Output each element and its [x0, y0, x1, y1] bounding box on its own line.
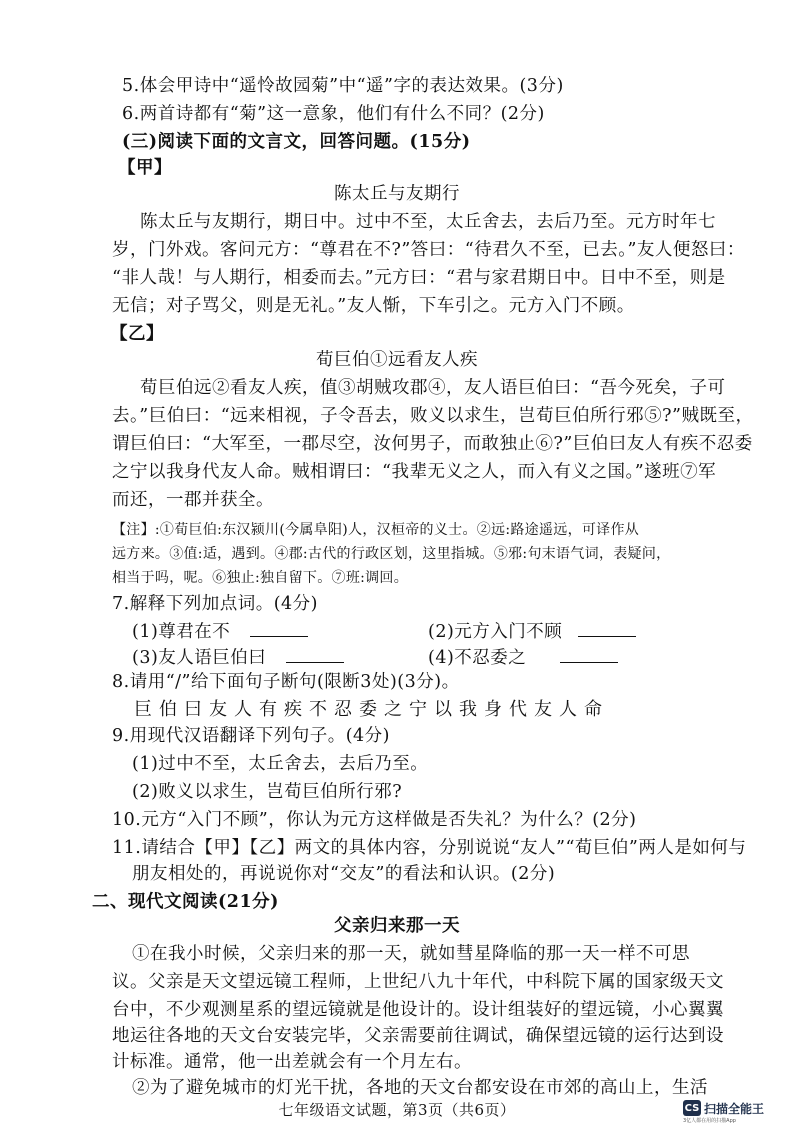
camscanner-logo-icon: CS	[683, 1100, 701, 1116]
modern-text-line: ②为了避免城市的灯光干扰，各地的天文台都安设在市郊的高山上，生活	[132, 1078, 708, 1098]
question-11-cont: 朋友相处的，再说说你对“交友”的看法和认识。(2分)	[132, 864, 556, 884]
modern-text-line: 台中，不少观测星系的望远镜就是他设计的。设计组装好的望远镜，小心翼翼	[112, 1000, 724, 1020]
annotation-line: 相当于吗，呢。⑥独止:独自留下。⑦班:调回。	[112, 570, 409, 586]
question-5: 5.体会甲诗中“遥怜故园菊”中“遥”字的表达效果。(3分)	[122, 76, 564, 96]
passage-1-line: 岁，门外戏。客问元方：“尊君在不?”答曰：“待君久不至，已去。”友人便怒曰：	[112, 240, 745, 260]
question-9-item-1: (1)过中不至，太丘舍去，去后乃至。	[132, 754, 429, 774]
question-7-item-3-text: (3)友人语巨伯曰	[132, 648, 267, 668]
answer-blank[interactable]	[560, 642, 618, 663]
question-6: 6.两首诗都有“菊”这一意象，他们有什么不同？(2分)	[122, 104, 545, 124]
passage-2-line: 而还，一郡并获全。	[112, 490, 274, 510]
passage-2-title: 荀巨伯①远看友人疾	[316, 350, 478, 370]
question-7-item-2-text: (2)元方入门不顾	[428, 622, 563, 642]
section-2-heading: 二、现代文阅读(21分)	[92, 892, 279, 912]
passage-yi-label: 【乙】	[110, 324, 164, 344]
scanner-brand: 扫描全能王	[704, 1101, 765, 1116]
section-3-heading: (三)阅读下面的文言文，回答问题。(15分)	[122, 132, 471, 152]
passage-1-title: 陈太丘与友期行	[334, 184, 460, 204]
answer-blank[interactable]	[250, 616, 308, 637]
page-footer: 七年级语文试题，第3页（共6页）	[278, 1101, 516, 1119]
passage-2-line: 荀巨伯远②看友人疾，值③胡贼攻郡④，友人语巨伯曰：“吾今死矣，子可	[140, 378, 726, 398]
modern-text-line: ①在我小时候，父亲归来的那一天，就如彗星降临的那一天一样不可思	[132, 944, 690, 964]
question-11: 11.请结合【甲】【乙】两文的具体内容，分别说说“友人”“荀巨伯”两人是如何与	[112, 838, 747, 858]
modern-text-line: 计标准。通常，他一出差就会有一个月左右。	[112, 1052, 472, 1072]
passage-2-line: 谓巨伯曰：“大军至，一郡尽空，汝何男子，而敢独止⑥?”巨伯曰友人有疾不忍委	[112, 434, 753, 454]
modern-text-line: 地运往各地的天文台安装完毕，父亲需要前往调试，确保望远镜的运行达到设	[112, 1026, 724, 1046]
scanner-watermark	[683, 1100, 764, 1116]
passage-1-line: 无信；对子骂父，则是无礼。”友人惭，下车引之。元方入门不顾。	[112, 296, 635, 316]
annotation-line: 【注】:①荀巨伯:东汉颍川(今属阜阳)人，汉桓帝的义士。②远:路途遥远，可译作从	[112, 522, 640, 538]
annotation-line: 远方来。③值:适，遇到。④郡:古代的行政区划，这里指城。⑤邪:句末语气词，表疑问，	[112, 546, 671, 562]
passage-jia-label: 【甲】	[118, 158, 172, 178]
answer-blank[interactable]	[578, 616, 636, 637]
question-7: 7.解释下列加点词。(4分)	[112, 594, 318, 614]
question-7-item-1-text: (1)尊君在不	[132, 622, 231, 642]
passage-1-line: 陈太丘与友期行，期日中。过中不至，太丘舍去，去后乃至。元方时年七	[140, 212, 716, 232]
passage-2-line: 之宁以我身代友人命。贼相谓曰：“我辈无义之人，而入有义之国。”遂班⑦军	[112, 462, 717, 482]
passage-1-line: “非人哉！与人期行，相委而去。”元方曰：“君与家君期日中。日中不至，则是	[112, 268, 726, 288]
question-10: 10.元方“入门不顾”，你认为元方这样做是否失礼？为什么？(2分)	[112, 810, 637, 830]
scanner-tagline: 3亿人都在用的扫描App	[683, 1118, 736, 1124]
passage-2-line: 去。”巨伯曰：“远来相视，子令吾去，败义以求生，岂荀巨伯所行邪⑤?”贼既至，	[112, 406, 754, 426]
answer-blank[interactable]	[286, 642, 344, 663]
question-8-sentence: 巨伯曰友人有疾不忍委之宁以我身代友人命	[134, 699, 609, 720]
question-9-item-2: (2)败义以求生，岂荀巨伯所行邪?	[132, 782, 403, 802]
question-7-item-4-text: (4)不忍委之	[428, 648, 527, 668]
passage-3-title: 父亲归来那一天	[334, 916, 460, 936]
question-8: 8.请用“/”给下面句子断句(限断3处)(3分)。	[112, 672, 460, 692]
modern-text-line: 议。父亲是天文望远镜工程师，上世纪八九十年代，中科院下属的国家级天文	[112, 972, 724, 992]
question-9: 9.用现代汉语翻译下列句子。(4分)	[112, 726, 390, 746]
